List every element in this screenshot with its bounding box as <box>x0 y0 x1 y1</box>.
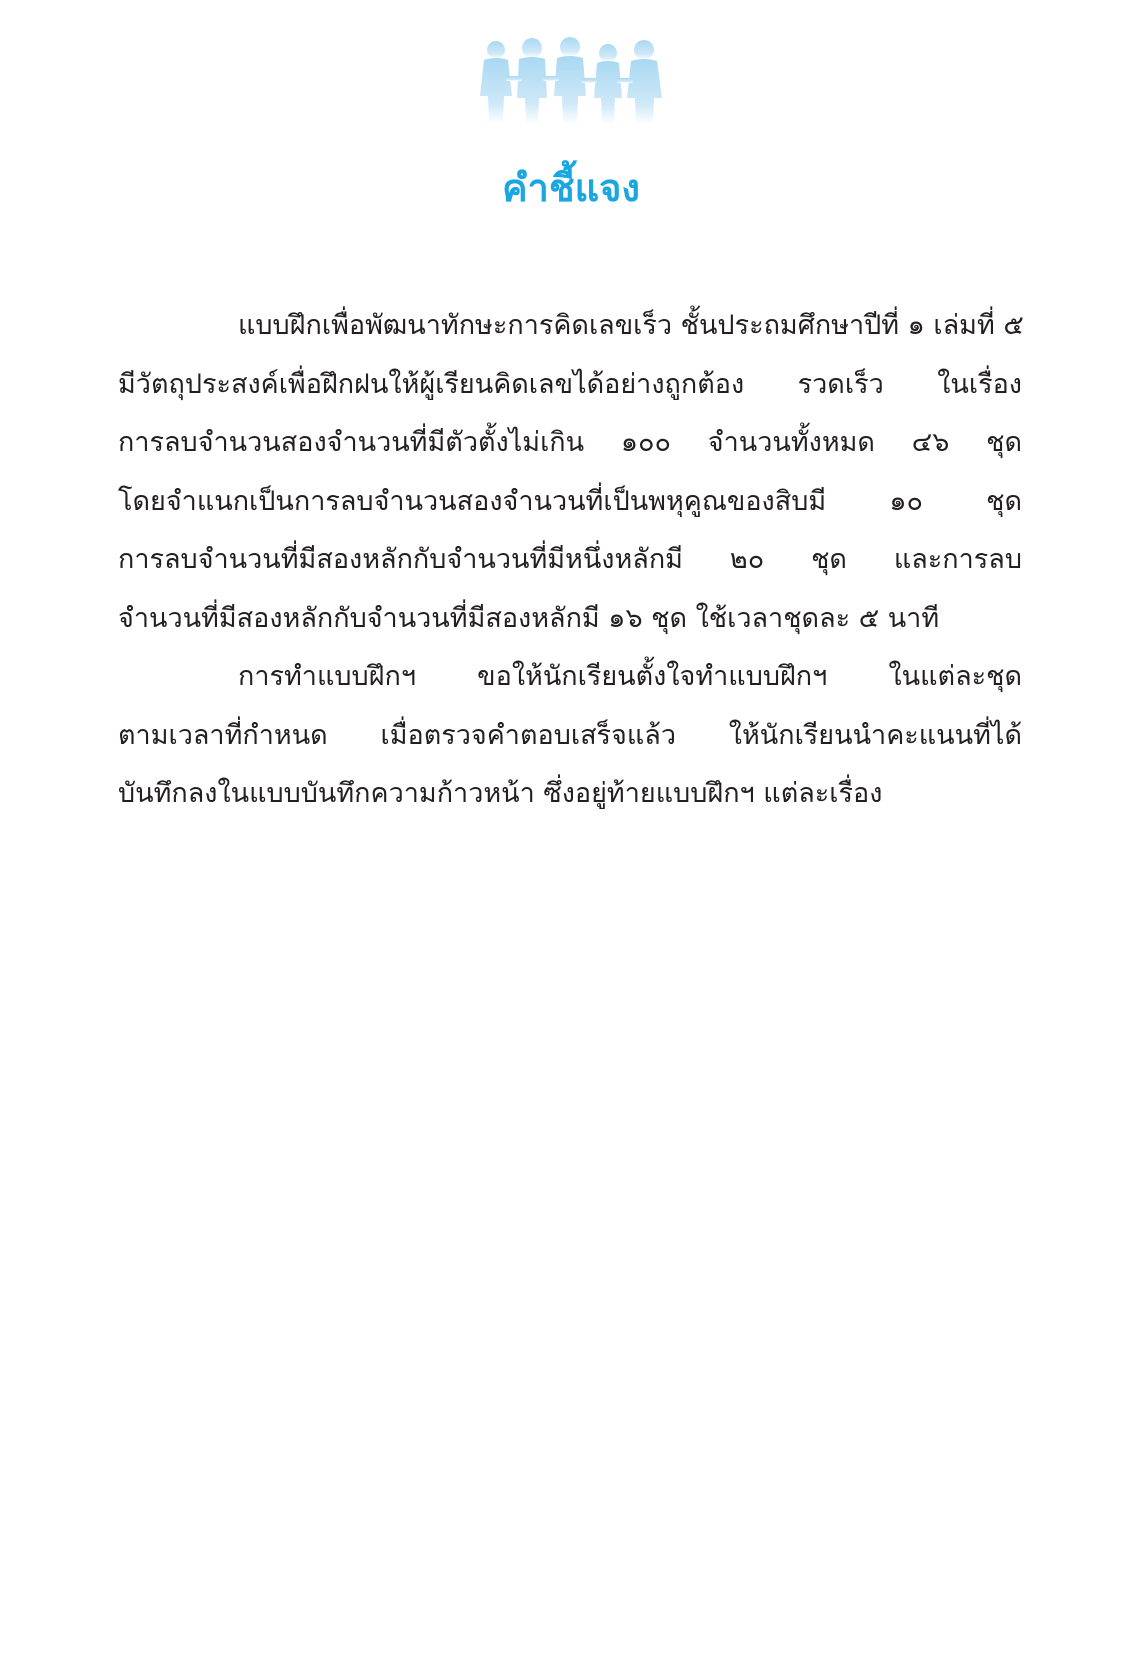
page-title: คำชี้แจง <box>502 166 640 210</box>
paragraph-line: ตามเวลาที่กำหนด เมื่อตรวจคำตอบเสร็จแล้ว ให้นักเรียนนำคะแนนที่ได้ <box>118 719 1022 751</box>
paragraph-line: บันทึกลงในแบบบันทึกความก้าวหน้า ซึ่งอยู่ท้ายแบบฝึกฯ แต่ละเรื่อง <box>118 778 883 809</box>
paragraph-1 <box>118 297 1022 648</box>
body-text <box>118 297 1022 824</box>
paragraph-line: การลบจำนวนสองจำนวนที่มีตัวตั้งไม่เกิน ๑๐๐ จำนวนทั้งหมด ๔๖ ชุด <box>118 427 1022 458</box>
paragraph-2 <box>118 648 1022 824</box>
paragraph-line: โดยจำแนกเป็นการลบจำนวนสองจำนวนที่เป็นพหุคูณของสิบมี ๑๐ ชุด <box>118 485 1022 517</box>
paragraph-line: การลบจำนวนที่มีสองหลักกับจำนวนที่มีหนึ่งหลักมี ๒๐ ชุด และการลบ <box>118 544 1022 575</box>
paragraph-line: การทำแบบฝึกฯ ขอให้นักเรียนตั้งใจทำแบบฝึกฯ ในแต่ละชุด <box>238 661 1022 692</box>
children-holding-hands-icon <box>476 36 666 124</box>
paragraph-line: แบบฝึกเพื่อพัฒนาทักษะการคิดเลขเร็ว ชั้นประถมศึกษาปีที่ ๑ เล่มที่ ๕ <box>238 310 1024 341</box>
paragraph-line: มีวัตถุประสงค์เพื่อฝึกฝนให้ผู้เรียนคิดเลขได้อย่างถูกต้อง รวดเร็ว ในเรื่อง <box>118 368 1022 400</box>
paragraph-line: จำนวนที่มีสองหลักกับจำนวนที่มีสองหลักมี ๑๖ ชุด ใช้เวลาชุดละ ๕ นาที <box>118 602 940 634</box>
